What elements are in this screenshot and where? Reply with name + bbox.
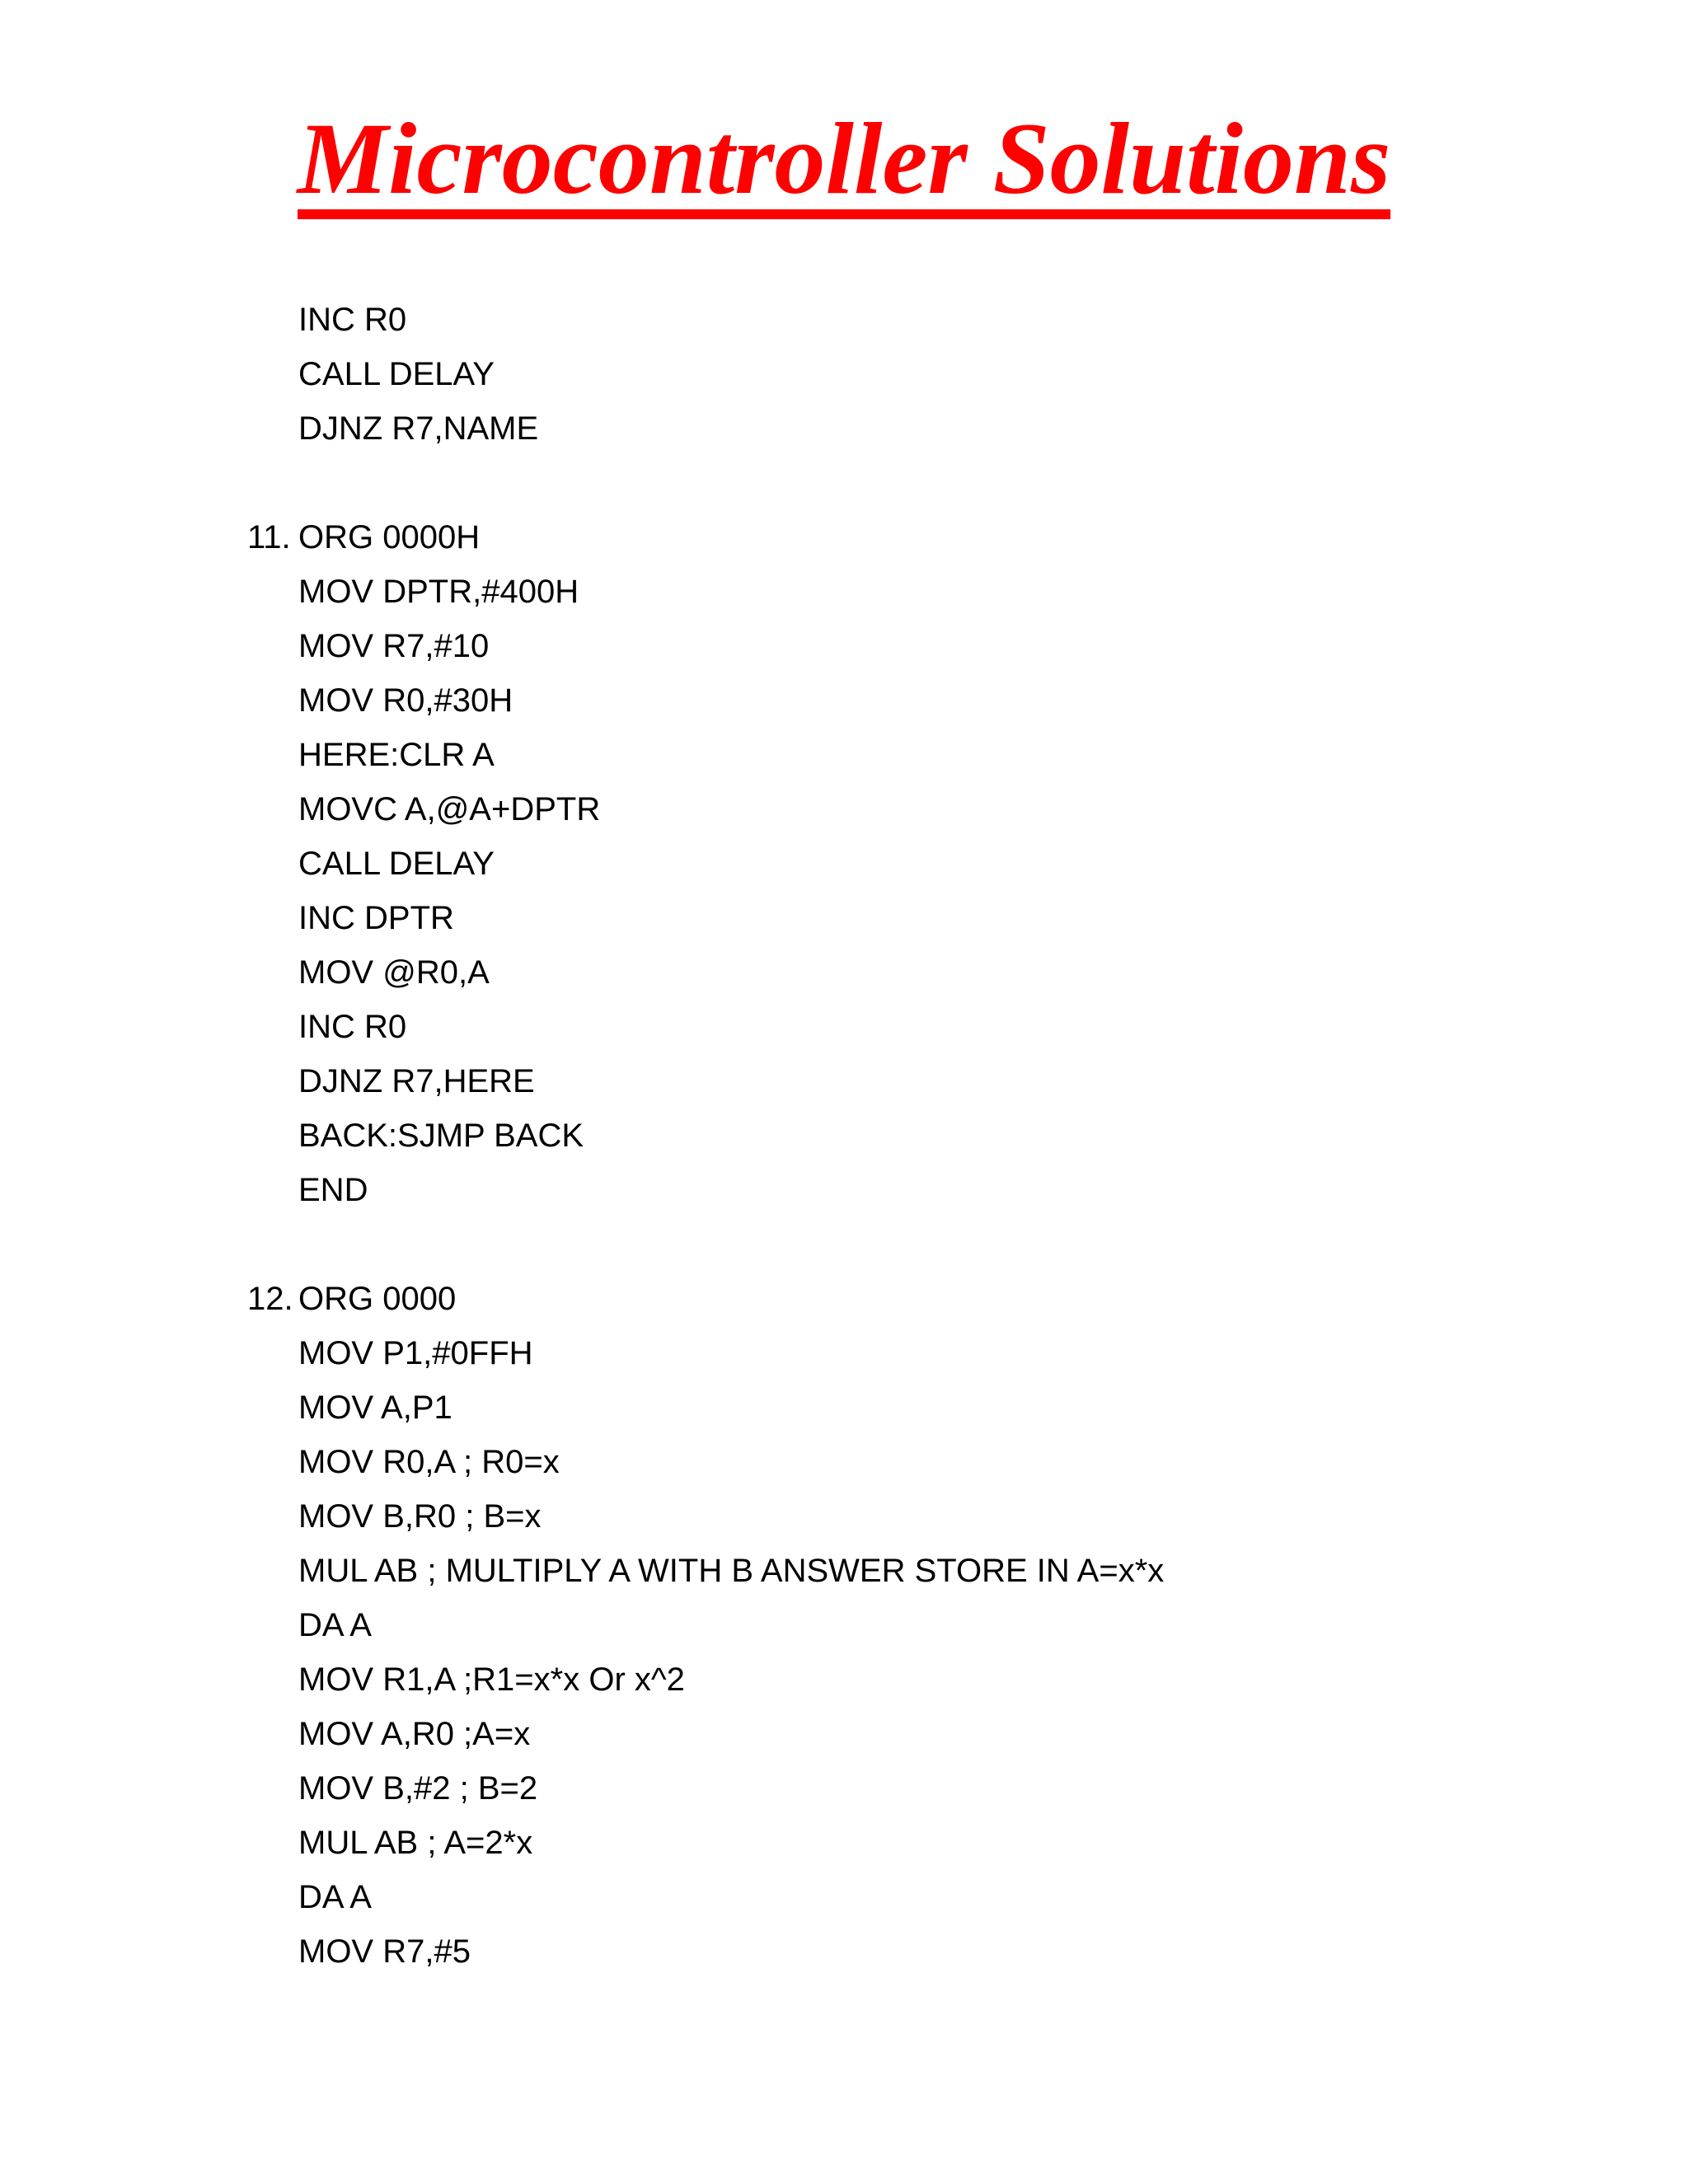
code-line: END — [298, 1172, 368, 1208]
code-line: BACK:SJMP BACK — [298, 1118, 584, 1154]
code-line: MOV A,P1 — [298, 1390, 452, 1426]
code-text: ORG 0000H — [298, 519, 481, 555]
code-line: HERE:CLR A — [298, 737, 495, 773]
code-line: INC R0 — [298, 302, 407, 338]
code-line: DJNZ R7,NAME — [298, 410, 539, 447]
code-line: MOV B,R0 ; B=x — [298, 1498, 542, 1535]
code-line: CALL DELAY — [298, 356, 495, 392]
code-line: DJNZ R7,HERE — [298, 1063, 535, 1099]
code-line: MOV R0,A ; R0=x — [298, 1444, 560, 1480]
item-number: 11. — [247, 519, 291, 555]
code-line — [247, 1272, 1164, 1326]
code-line: DA A — [298, 1607, 372, 1643]
code-line: MOV R1,A ;R1=x*x Or x^2 — [298, 1661, 685, 1698]
code-line: INC R0 — [298, 1009, 407, 1045]
code-line: DA A — [298, 1879, 372, 1915]
blank-line — [247, 456, 1164, 510]
code-line: MOVC A,@A+DPTR — [298, 791, 601, 827]
code-line: INC DPTR — [298, 900, 454, 936]
item-number: 12. — [247, 1281, 293, 1317]
code-line: MOV R7,#5 — [298, 1933, 471, 1970]
code-listing — [247, 293, 1164, 1979]
code-line: MOV P1,#0FFH — [298, 1335, 533, 1371]
code-line: CALL DELAY — [298, 846, 495, 882]
code-line: MOV B,#2 ; B=2 — [298, 1770, 538, 1807]
code-text: ORG 0000 — [298, 1281, 457, 1317]
code-line: MOV A,R0 ;A=x — [298, 1716, 531, 1752]
code-line: MUL AB ; MULTIPLY A WITH B ANSWER STORE IN A=x*x — [298, 1553, 1165, 1589]
code-line: MOV DPTR,#400H — [298, 574, 579, 610]
page-title-text: Microcontroller Solutions — [298, 110, 1390, 219]
page-title — [0, 97, 1688, 221]
code-line: MUL AB ; A=2*x — [298, 1825, 533, 1861]
code-line — [247, 510, 1164, 565]
code-line: MOV R7,#10 — [298, 628, 490, 664]
code-line: MOV @R0,A — [298, 954, 490, 991]
code-line: MOV R0,#30H — [298, 682, 513, 719]
blank-line — [247, 1217, 1164, 1272]
